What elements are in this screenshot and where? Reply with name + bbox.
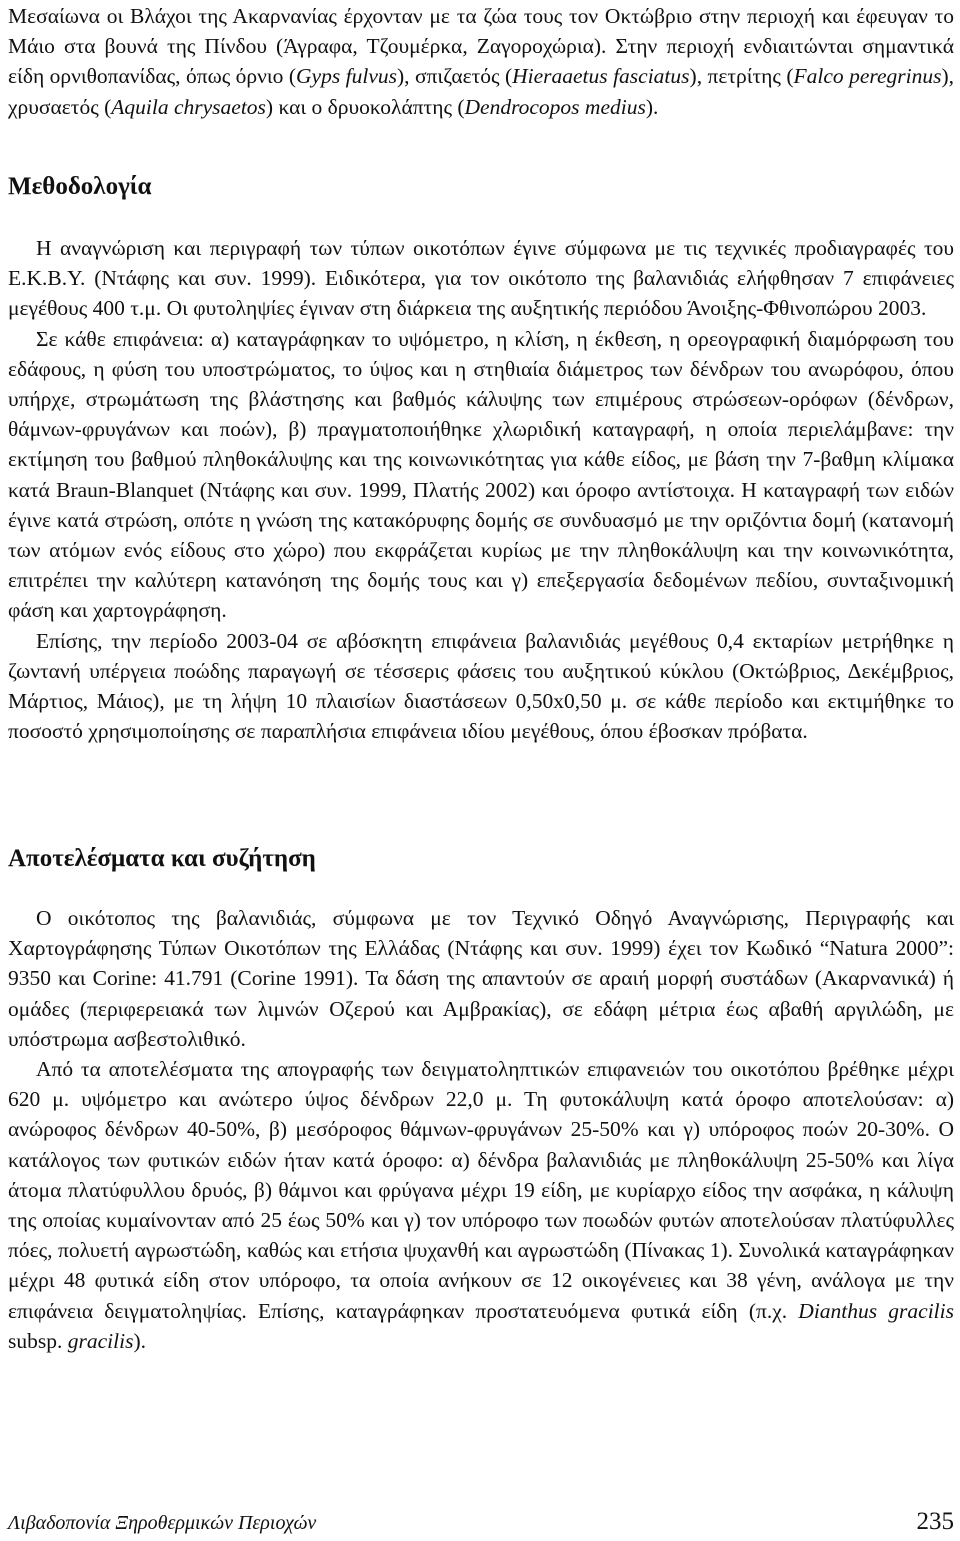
intro-text: ). [645,94,659,119]
methodology-paragraph-2: Σε κάθε επιφάνεια: α) καταγράφηκαν το υψόμετρο, η κλίση, η έκθεση, η ορεογραφική διαμόρφωση του εδάφους, η φύση του υποστρώματος, το ύψος και η στηθιαία διάμετρος των δένδρων του ανωρόφου, όπου υπήρχε, στρωμάτωση της βλάστησης και βαθμός κάλυψης των επιμέρους στρώσεων-ορόφων (δένδρων, θάμνων-φρυγάνων και ποών), β) πραγματοποιήθηκε χλωριδική καταγραφή, η οποία περιελάμβανε: την εκτίμηση του βαθμού πληθοκάλυψης και της κοινωνικότητας για κάθε είδος, με βάση την 7-βαθμη κλίμακα κατά Braun-Blanquet (Ντάφης και συν. 1999, Πλατής 2002) και όροφο αντίστοιχα. Η καταγραφή των ειδών έγινε κατά στρώση, οπότε η γνώση της κατακόρυφης δομής σε συνδυασμό με την οριζόντια δομή (κατανομή των ατόμων ενός είδους στο χώρο) που εκφράζεται κυρίως με την πληθοκάλυψη και την κοινωνικότητα, επιτρέπει την καλύτερη κατανόηση της δομής τους και γ) επεξεργασία δεδομένων πεδίου, συνταξινομική φάση και χαρτογράφηση. [8,326,954,623]
species-name: Gyps fulvus [296,64,397,89]
intro-text: ) και ο δρυοκολάπτης ( [265,94,465,119]
page-number: 235 [916,1508,954,1535]
intro-paragraph [8,1,954,122]
subspecies-name: gracilis [67,1328,134,1353]
species-name: Aquila chrysaetos [111,94,266,119]
results-text: Από τα αποτελέσματα της απογραφής των δειγματοληπτικών επιφανειών του οικοτόπου βρέθηκε μέχρι 620 μ. υψόμετρο και ανώτερο ύψος δένδρων 22,0 μ. Τη φυτοκάλυψη κατά όροφο αποτελούσαν: α) ανώροφος δένδρων 40-50%, β) μεσόροφος θάμνων-φρυγάνων 25-50% και γ) υπόροφος ποών 20-30%. Ο κατάλογος των φυτικών ειδών ήταν κατά όροφο: α) δένδρα βαλανιδιάς με πληθοκάλυψη 25-50% και λίγα άτομα πλατύφυλλου δρυός, β) θάμνοι και φρύγανα μέχρι 19 είδη, με κυρίαρχο είδος την ασφάκα, η κάλυψη της οποίας κυμαίνονταν από 25 έως 50% και γ) τον υπόροφο των ποωδών φυτών αποτελούσαν πλατύφυλλες πόες, πολυετή αγρωστώδη, καθώς και ετήσια ψυχανθή και αγρωστώδη (Πίνακας 1). Συνολικά καταγράφηκαν μέχρι 48 φυτικά είδη στον υπόροφο, τα οποία ανήκουν σε 12 οικογένειες και 38 γένη, ανάλογα με την επιφάνεια δειγματοληψίας. Επίσης, καταγράφηκαν προστατευόμενα φυτικά είδη (π.χ. [8,1057,954,1323]
results-text: ). [133,1328,146,1353]
methodology-heading: Μεθοδολογία [8,173,152,200]
species-name: Falco peregrinus [793,64,942,89]
intro-text: Μεσαίωνα οι Βλάχοι της Ακαρνανίας έρχονταν με τα ζώα τους τον Οκτώβριο στην περιοχή και έφευγαν το Μάιο στα βουνά της Πίνδου (Άγραφα, Τζουμέρκα, Ζαγοροχώρια). Στην περιοχή ενδιαιτώνται σημαντικά είδη ορνιθοπανίδας, όπως όρνιο ( [8,4,954,89]
species-name: Dendrocopos medius [464,94,646,119]
results-paragraph-2 [8,1054,954,1356]
page-footer [8,1508,954,1538]
methodology-paragraph-1: Η αναγνώριση και περιγραφή των τύπων οικοτόπων έγινε σύμφωνα με τις τεχνικές προδιαγραφές του Ε.Κ.Β.Υ. (Ντάφης και συν. 1999). Ειδικότερα, για τον οικότοπο της βαλανιδιάς ελήφθησαν 7 επιφάνειες μεγέθους 400 τ.μ. Οι φυτοληψίες έγιναν στη διάρκεια της αυξητικής περιόδου Άνοιξης-Φθινοπώρου 2003. [8,236,954,321]
methodology-paragraph-3: Επίσης, την περίοδο 2003-04 σε αβόσκητη επιφάνεια βαλανιδιάς μεγέθους 0,4 εκταρίων μετρήθηκε η ζωντανή υπέργεια ποώδης παραγωγή σε τέσσερις φάσεις του αυξητικού κύκλου (Οκτώβριος, Δεκέμβριος, Μάρτιος, Μάιος), με τη λήψη 10 πλαισίων διαστάσεων 0,50x0,50 μ. σε κάθε περίοδο και εκτιμήθηκε το ποσοστό χρησιμοποίησης σε παραπλήσια επιφάνεια ιδίου μεγέθους, όπου έβοσκαν πρόβατα. [8,628,954,744]
methodology-section [8,233,954,746]
species-name: Dianthus gracilis [798,1298,954,1323]
intro-text: ), χρυσαετός ( [8,64,955,119]
results-heading: Αποτελέσματα και συζήτηση [8,845,316,872]
results-section [8,903,954,1356]
results-text: subsp. [8,1328,68,1353]
species-name: Hieraaetus fasciatus [512,64,690,89]
intro-text: ), σπιζαετός ( [397,64,513,89]
results-paragraph-1: Ο οικότοπος της βαλανιδιάς, σύμφωνα με τον Τεχνικό Οδηγό Αναγνώρισης, Περιγραφής και Χαρτογράφησης Τύπων Οικοτόπων της Ελλάδας (Ντάφης και συν. 1999) έχει τον Κωδικό “Natura 2000”: 9350 και Corine: 41.791 (Corine 1991). Τα δάση της απαντούν σε αραιή μορφή συστάδων (Ακαρνανικά) ή ομάδες (περιφερειακά των λιμνών Οζερού και Αμβρακίας), σε εδάφη μέτρια έως αβαθή αργιλώδη, με υπόστρωμα ασβεστολιθικό. [8,906,954,1051]
intro-text: ), πετρίτης ( [689,64,794,89]
footer-journal-title: Λιβαδοπονία Ξηροθερμικών Περιοχών [8,1512,317,1534]
